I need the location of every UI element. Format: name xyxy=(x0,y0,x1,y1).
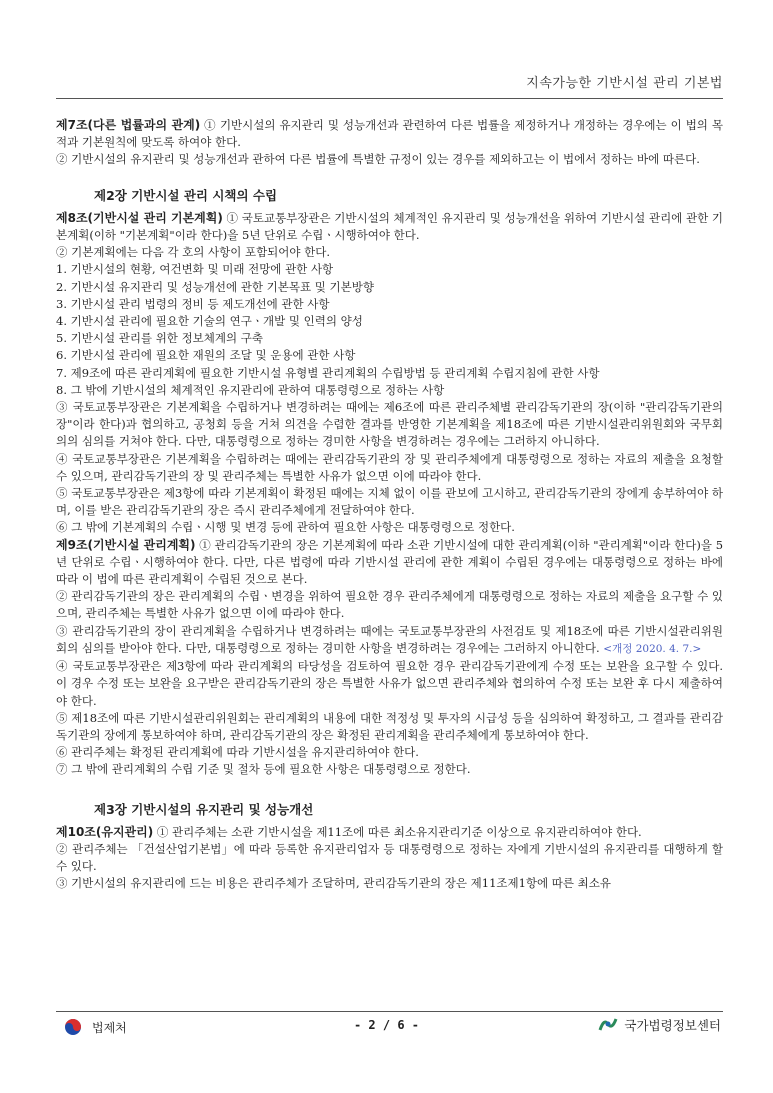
article-8-heading: 제8조(기반시설 관리 기본계획) xyxy=(56,210,223,225)
article-10-heading: 제10조(유지관리) xyxy=(56,824,154,839)
article-8-para-1: 제8조(기반시설 관리 기본계획) ① 국토교통부장관은 기반시설의 체계적인 유지관리 및 성능개선을 위하여 기반시설 관리에 관한 기본계획(이하 "기본계획"이라 한다)을 5년 단위로 수립ㆍ시행하여야 한다. xyxy=(56,210,723,243)
article-9-para-1: 제9조(기반시설 관리계획) ① 관리감독기관의 장은 기본계획에 따라 소관 기반시설에 대한 관리계획(이하 "관리계획"이라 한다)을 5년 단위로 수립ㆍ시행하여야 한다. 다만, 다른 법령에 따라 기반시설 관리에 관한 계획이 수립된 경우에는 대통령령으로 정하는 바에 따라 이 법에 따른 관리계획이 수립된 것으로 본다. xyxy=(56,537,724,587)
article-8-item-3: 3. 기반시설 관리 법령의 정비 등 제도개선에 관한 사항 xyxy=(56,296,330,311)
article-9-para-6: ⑥ 관리주체는 확정된 관리계획에 따라 기반시설을 유지관리하여야 한다. xyxy=(56,745,419,760)
article-8-item-1: 1. 기반시설의 현황, 여건변화 및 미래 전망에 관한 사항 xyxy=(56,262,334,277)
footer-center xyxy=(598,1016,721,1034)
document-body xyxy=(56,117,723,893)
article-8-item-6: 6. 기반시설 관리에 필요한 재원의 조달 및 운용에 관한 사항 xyxy=(56,348,356,363)
chapter-3-heading: 제3장 기반시설의 유지관리 및 성능개선 xyxy=(94,801,314,817)
article-8-item-7: 7. 제9조에 따른 관리계획에 필요한 기반시설 유형별 관리계획의 수립방법 등 관리계획 수립지침에 관한 사항 xyxy=(56,365,600,380)
article-9-para-7: ⑦ 그 밖에 관리계획의 수립 기준 및 절차 등에 필요한 사항은 대통령령으로 정한다. xyxy=(56,762,471,777)
document-header-title: 지속가능한 기반시설 관리 기본법 xyxy=(526,76,723,91)
amendment-note: <개정 2020. 4. 7.> xyxy=(603,642,702,655)
article-9-para-5: ⑤ 제18조에 따른 기반시설관리위원회는 관리계획의 내용에 대한 적정성 및 투자의 시급성 등을 심의하여 확정하고, 그 결과를 관리감독기관의 장에게 통보하여야 하며, 관리감독기관의 장은 확정된 관리계획을 관리주체에게 통보하여야 한다. xyxy=(56,710,723,742)
header-divider xyxy=(56,98,723,99)
article-10-para-1: 제10조(유지관리) ① 관리주체는 소관 기반시설을 제11조에 따른 최소유지관리기준 이상으로 유지관리하여야 한다. xyxy=(56,824,642,839)
article-8-item-4: 4. 기반시설 관리에 필요한 기술의 연구ㆍ개발 및 인력의 양성 xyxy=(56,314,363,329)
footer-divider xyxy=(56,1011,723,1012)
article-7-para-2: ② 기반시설의 유지관리 및 성능개선과 관하여 다른 법률에 특별한 규정이 있는 경우를 제외하고는 이 법에서 정하는 바에 따른다. xyxy=(56,152,700,167)
footer-right-label: 국가법령정보센터 xyxy=(624,1018,721,1033)
article-8-item-8: 8. 그 밖에 기반시설의 체계적인 유지관리에 관하여 대통령령으로 정하는 사항 xyxy=(56,382,445,397)
article-9-para-4: ④ 국토교통부장관은 제3항에 따라 관리계획의 타당성을 검토하여 필요한 경우 관리감독기관에게 수정 또는 보완을 요구할 수 있다. 이 경우 수정 또는 보완을 요구받은 관리감독기관의 장은 특별한 사유가 없으면 관리주체와 협의하여 수정 또는 보완 후 다시 제출하여야 한다. xyxy=(56,659,723,708)
article-9-para-2: ② 관리감독기관의 장은 관리계획의 수립ㆍ변경을 위하여 필요한 경우 관리주체에게 대통령령으로 정하는 자료의 제출을 요구할 수 있으며, 관리주체는 특별한 사유가 없으면 이에 따라야 한다. xyxy=(56,589,723,621)
article-9-heading: 제9조(기반시설 관리계획) xyxy=(56,537,196,552)
article-8-item-2: 2. 기반시설 유지관리 및 성능개선에 관한 기본목표 및 기본방향 xyxy=(56,279,374,294)
article-8-para-5: ⑤ 국토교통부장관은 제3항에 따라 기본계획이 확정된 때에는 지체 없이 이를 관보에 고시하고, 관리감독기관의 장에게 송부하여야 하며, 이를 받은 관리감독기관의 장은 즉시 관리주체에게 전달하여야 한다. xyxy=(56,486,723,518)
article-10-para-2: ② 관리주체는 「건설산업기본법」에 따라 등록한 유지관리업자 등 대통령령으로 정하는 자에게 기반시설의 유지관리를 대행하게 할 수 있다. xyxy=(56,841,723,874)
footer-left-label: 법제처 xyxy=(92,1020,127,1035)
article-8-para-2: ② 기본계획에는 다음 각 호의 사항이 포함되어야 한다. xyxy=(56,245,331,260)
law-center-logo-icon xyxy=(598,1016,618,1034)
article-9-para-3: ③ 관리감독기관의 장이 관리계획을 수립하거나 변경하려는 때에는 국토교통부장관의 사전검토 및 제18조에 따른 기반시설관리위원회의 심의를 받아야 한다. 다만, 대통령령으로 정하는 경미한 사항을 변경하려는 경우에는 그러하지 아니한다. <개정 2020. 4. 7.> xyxy=(56,623,723,655)
article-7-para-1: 제7조(다른 법률과의 관계) ① 기반시설의 유지관리 및 성능개선과 관련하여 다른 법률을 제정하거나 개정하는 경우에는 이 법의 목적과 기본원칙에 맞도록 하여야 한다. xyxy=(56,118,723,150)
article-10-para-3: ③ 기반시설의 유지관리에 드는 비용은 관리주체가 조달하며, 관리감독기관의 장은 제11조제1항에 따른 최소유 xyxy=(56,876,611,891)
article-7-heading: 제7조(다른 법률과의 관계) xyxy=(56,118,201,132)
article-8-para-6: ⑥ 그 밖에 기본계획의 수립ㆍ시행 및 변경 등에 관하여 필요한 사항은 대통령령으로 정한다. xyxy=(56,520,515,535)
article-8-para-4: ④ 국토교통부장관은 기본계획을 수립하려는 때에는 관리감독기관의 장 및 관리주체에게 대통령령으로 정하는 자료의 제출을 요청할 수 있으며, 관리감독기관의 장 및 관리주체는 특별한 사유가 없으면 이에 따라야 한다. xyxy=(56,451,723,483)
page-number: - 2 / 6 - xyxy=(353,1018,420,1032)
chapter-2-heading: 제2장 기반시설 관리 시책의 수립 xyxy=(94,187,278,203)
article-8-item-5: 5. 기반시설 관리를 위한 정보체계의 구축 xyxy=(56,331,263,346)
article-8-para-3: ③ 국토교통부장관은 기본계획을 수립하거나 변경하려는 때에는 제6조에 따른 관리주체별 관리감독기관의 장(이하 "관리감독기관의 장"이라 한다)과 협의하고, 공청회 등을 거쳐 의견을 수렴한 결과를 반영한 기본계획을 제18조에 따른 기반시설관리위원회와 국무회의의 심의를 거쳐야 한다. 다만, 대통령령으로 정하는 경미한 사항을 변경하려는 경우에는 그러하지 아니하다. xyxy=(56,400,723,449)
